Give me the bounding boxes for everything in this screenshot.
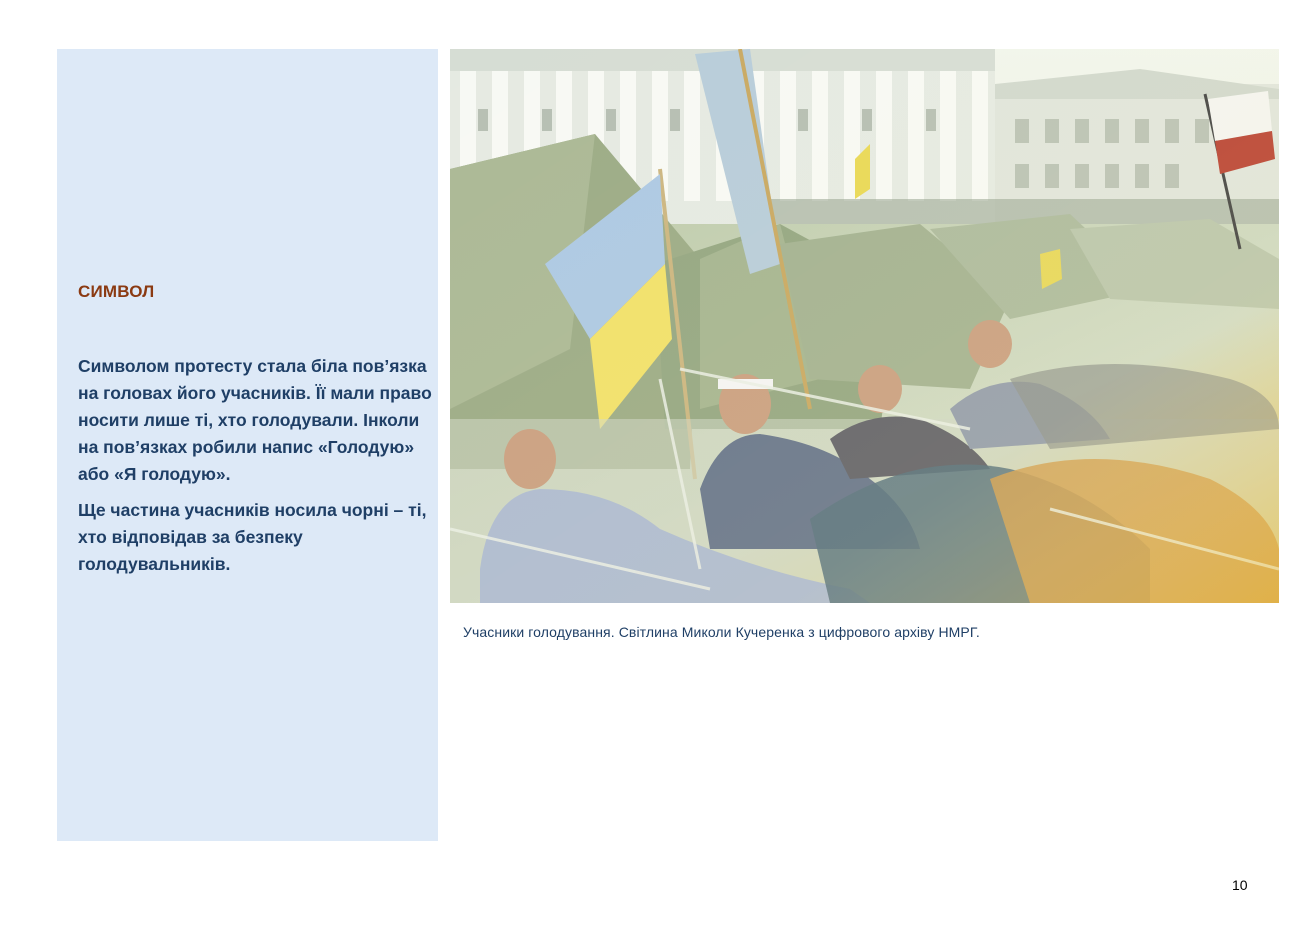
- hunger-strike-photo: [450, 49, 1279, 603]
- section-title: СИМВОЛ: [78, 282, 155, 301]
- page-number: 10: [1232, 877, 1248, 893]
- section-body: [78, 353, 433, 587]
- text-panel: [57, 49, 438, 841]
- body-paragraph-1: Символом протесту стала біла пов’язка на головах його учасників. Її мали право носити лише ті, хто голодували. Інколи на пов’язках робили напис «Голодую» або «Я голодую».: [78, 356, 432, 484]
- photo-caption: Учасники голодування. Світлина Миколи Кучеренка з цифрового архіву НМРГ.: [463, 624, 980, 640]
- body-paragraph-2: Ще частина учасників носила чорні – ті, хто відповідав за безпеку голодувальників.: [78, 500, 427, 574]
